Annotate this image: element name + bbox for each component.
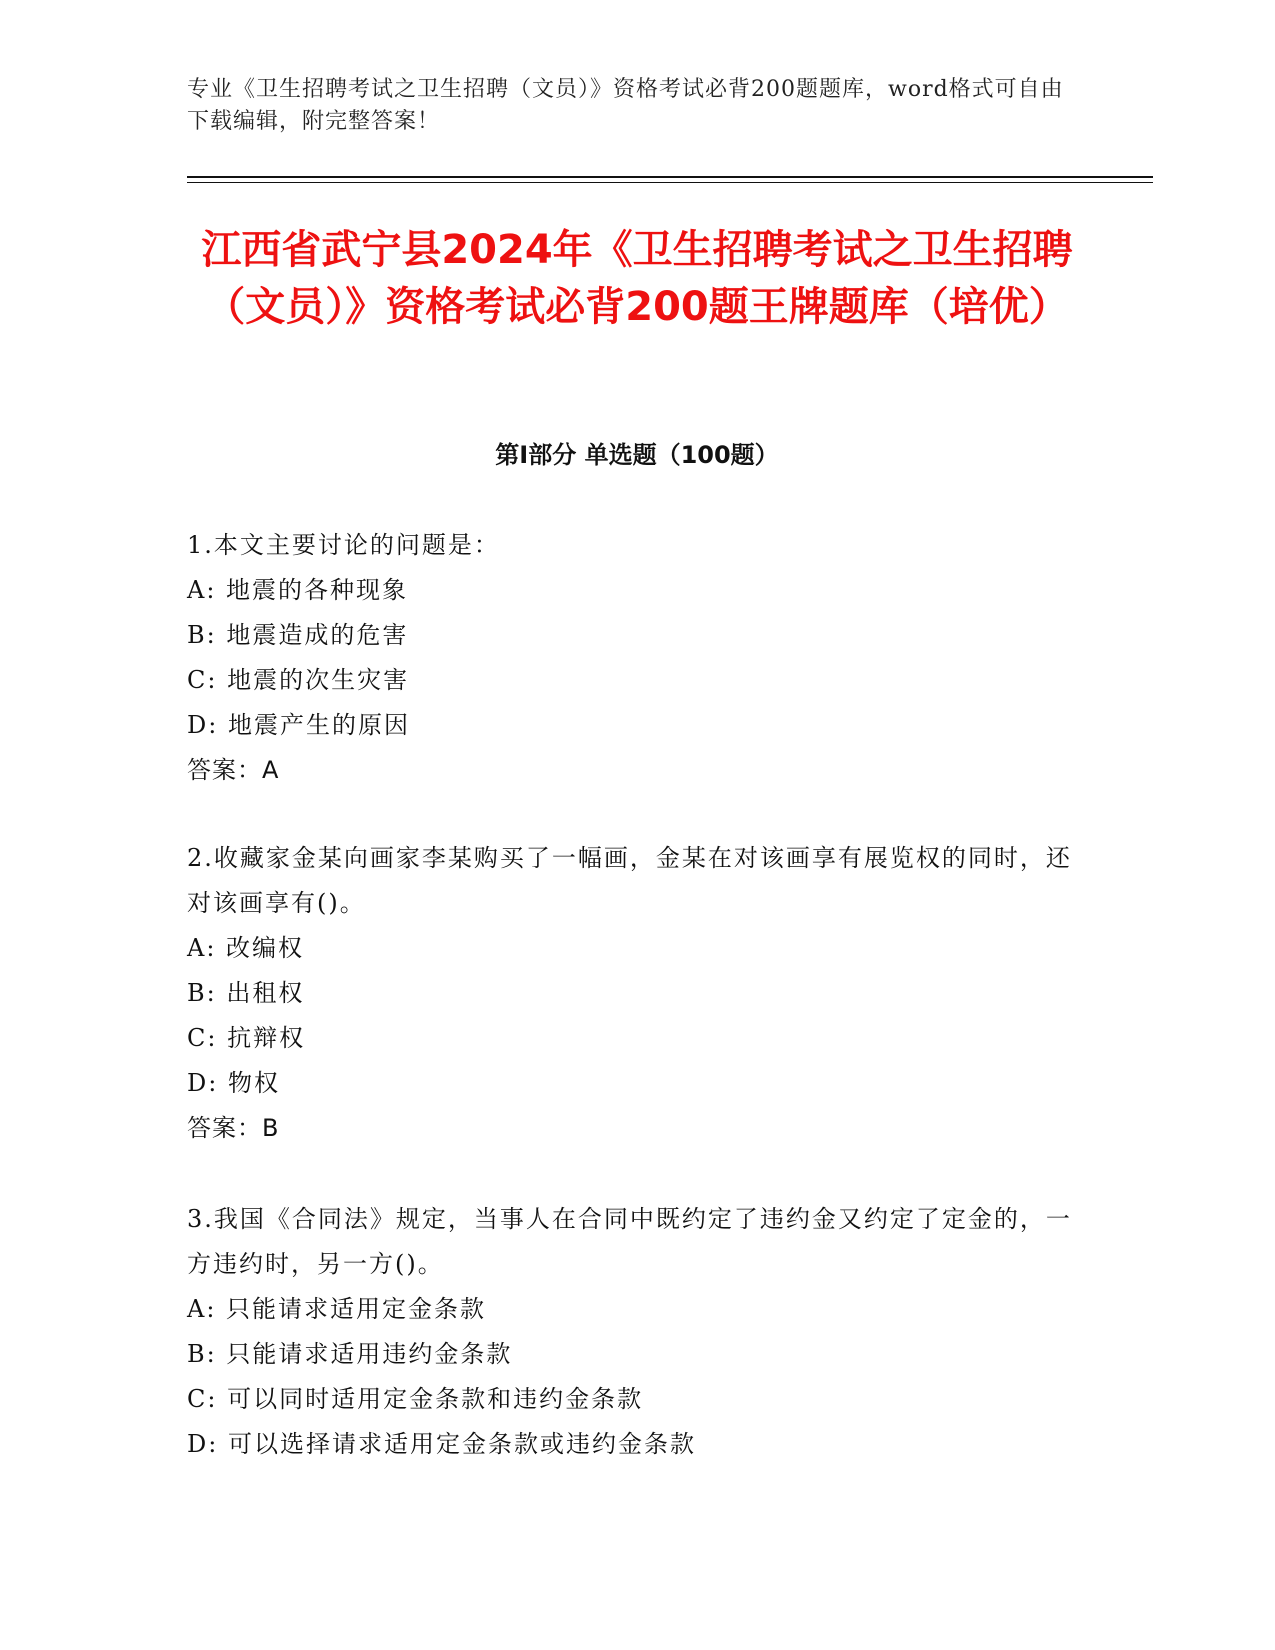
option-a: A: 地震的各种现象 xyxy=(187,576,409,604)
answer: 答案：B xyxy=(187,1114,280,1142)
question-stem: 1.本文主要讨论的问题是： xyxy=(187,531,500,559)
option-b: B: 地震造成的危害 xyxy=(187,621,409,649)
option-b: B: 只能请求适用违约金条款 xyxy=(187,1340,513,1368)
option-a: A: 只能请求适用定金条款 xyxy=(187,1295,487,1323)
option-c: C: 可以同时适用定金条款和违约金条款 xyxy=(187,1385,644,1413)
header-divider-thick xyxy=(187,176,1153,178)
header-note: 专业《卫生招聘考试之卫生招聘（文员）》资格考试必背200题题库，word格式可自由下载编辑，附完整答案！ xyxy=(187,77,1064,134)
option-d: D: 地震产生的原因 xyxy=(187,711,410,739)
header-divider-thin xyxy=(187,182,1153,183)
option-c: C: 抗辩权 xyxy=(187,1024,306,1052)
question-2 xyxy=(187,836,1077,1151)
section-title: 第Ⅰ部分 单选题（100题） xyxy=(495,441,779,469)
answer: 答案：A xyxy=(187,756,280,784)
option-d: D: 物权 xyxy=(187,1069,280,1097)
option-b: B: 出租权 xyxy=(187,979,305,1007)
question-3 xyxy=(187,1197,1077,1467)
option-c: C: 地震的次生灾害 xyxy=(187,666,410,694)
question-stem: 2.收藏家金某向画家李某购买了一幅画，金某在对该画享有展览权的同时，还对该画享有()。 xyxy=(187,844,1072,917)
question-1 xyxy=(187,523,1077,793)
question-stem: 3.我国《合同法》规定，当事人在合同中既约定了违约金又约定了定金的，一方违约时，另一方()。 xyxy=(187,1205,1072,1278)
option-a: A: 改编权 xyxy=(187,934,305,962)
document-title: 江西省武宁县2024年《卫生招聘考试之卫生招聘（文员）》资格考试必背200题王牌题库（培优） xyxy=(201,227,1073,330)
option-d: D: 可以选择请求适用定金条款或违约金条款 xyxy=(187,1430,696,1458)
